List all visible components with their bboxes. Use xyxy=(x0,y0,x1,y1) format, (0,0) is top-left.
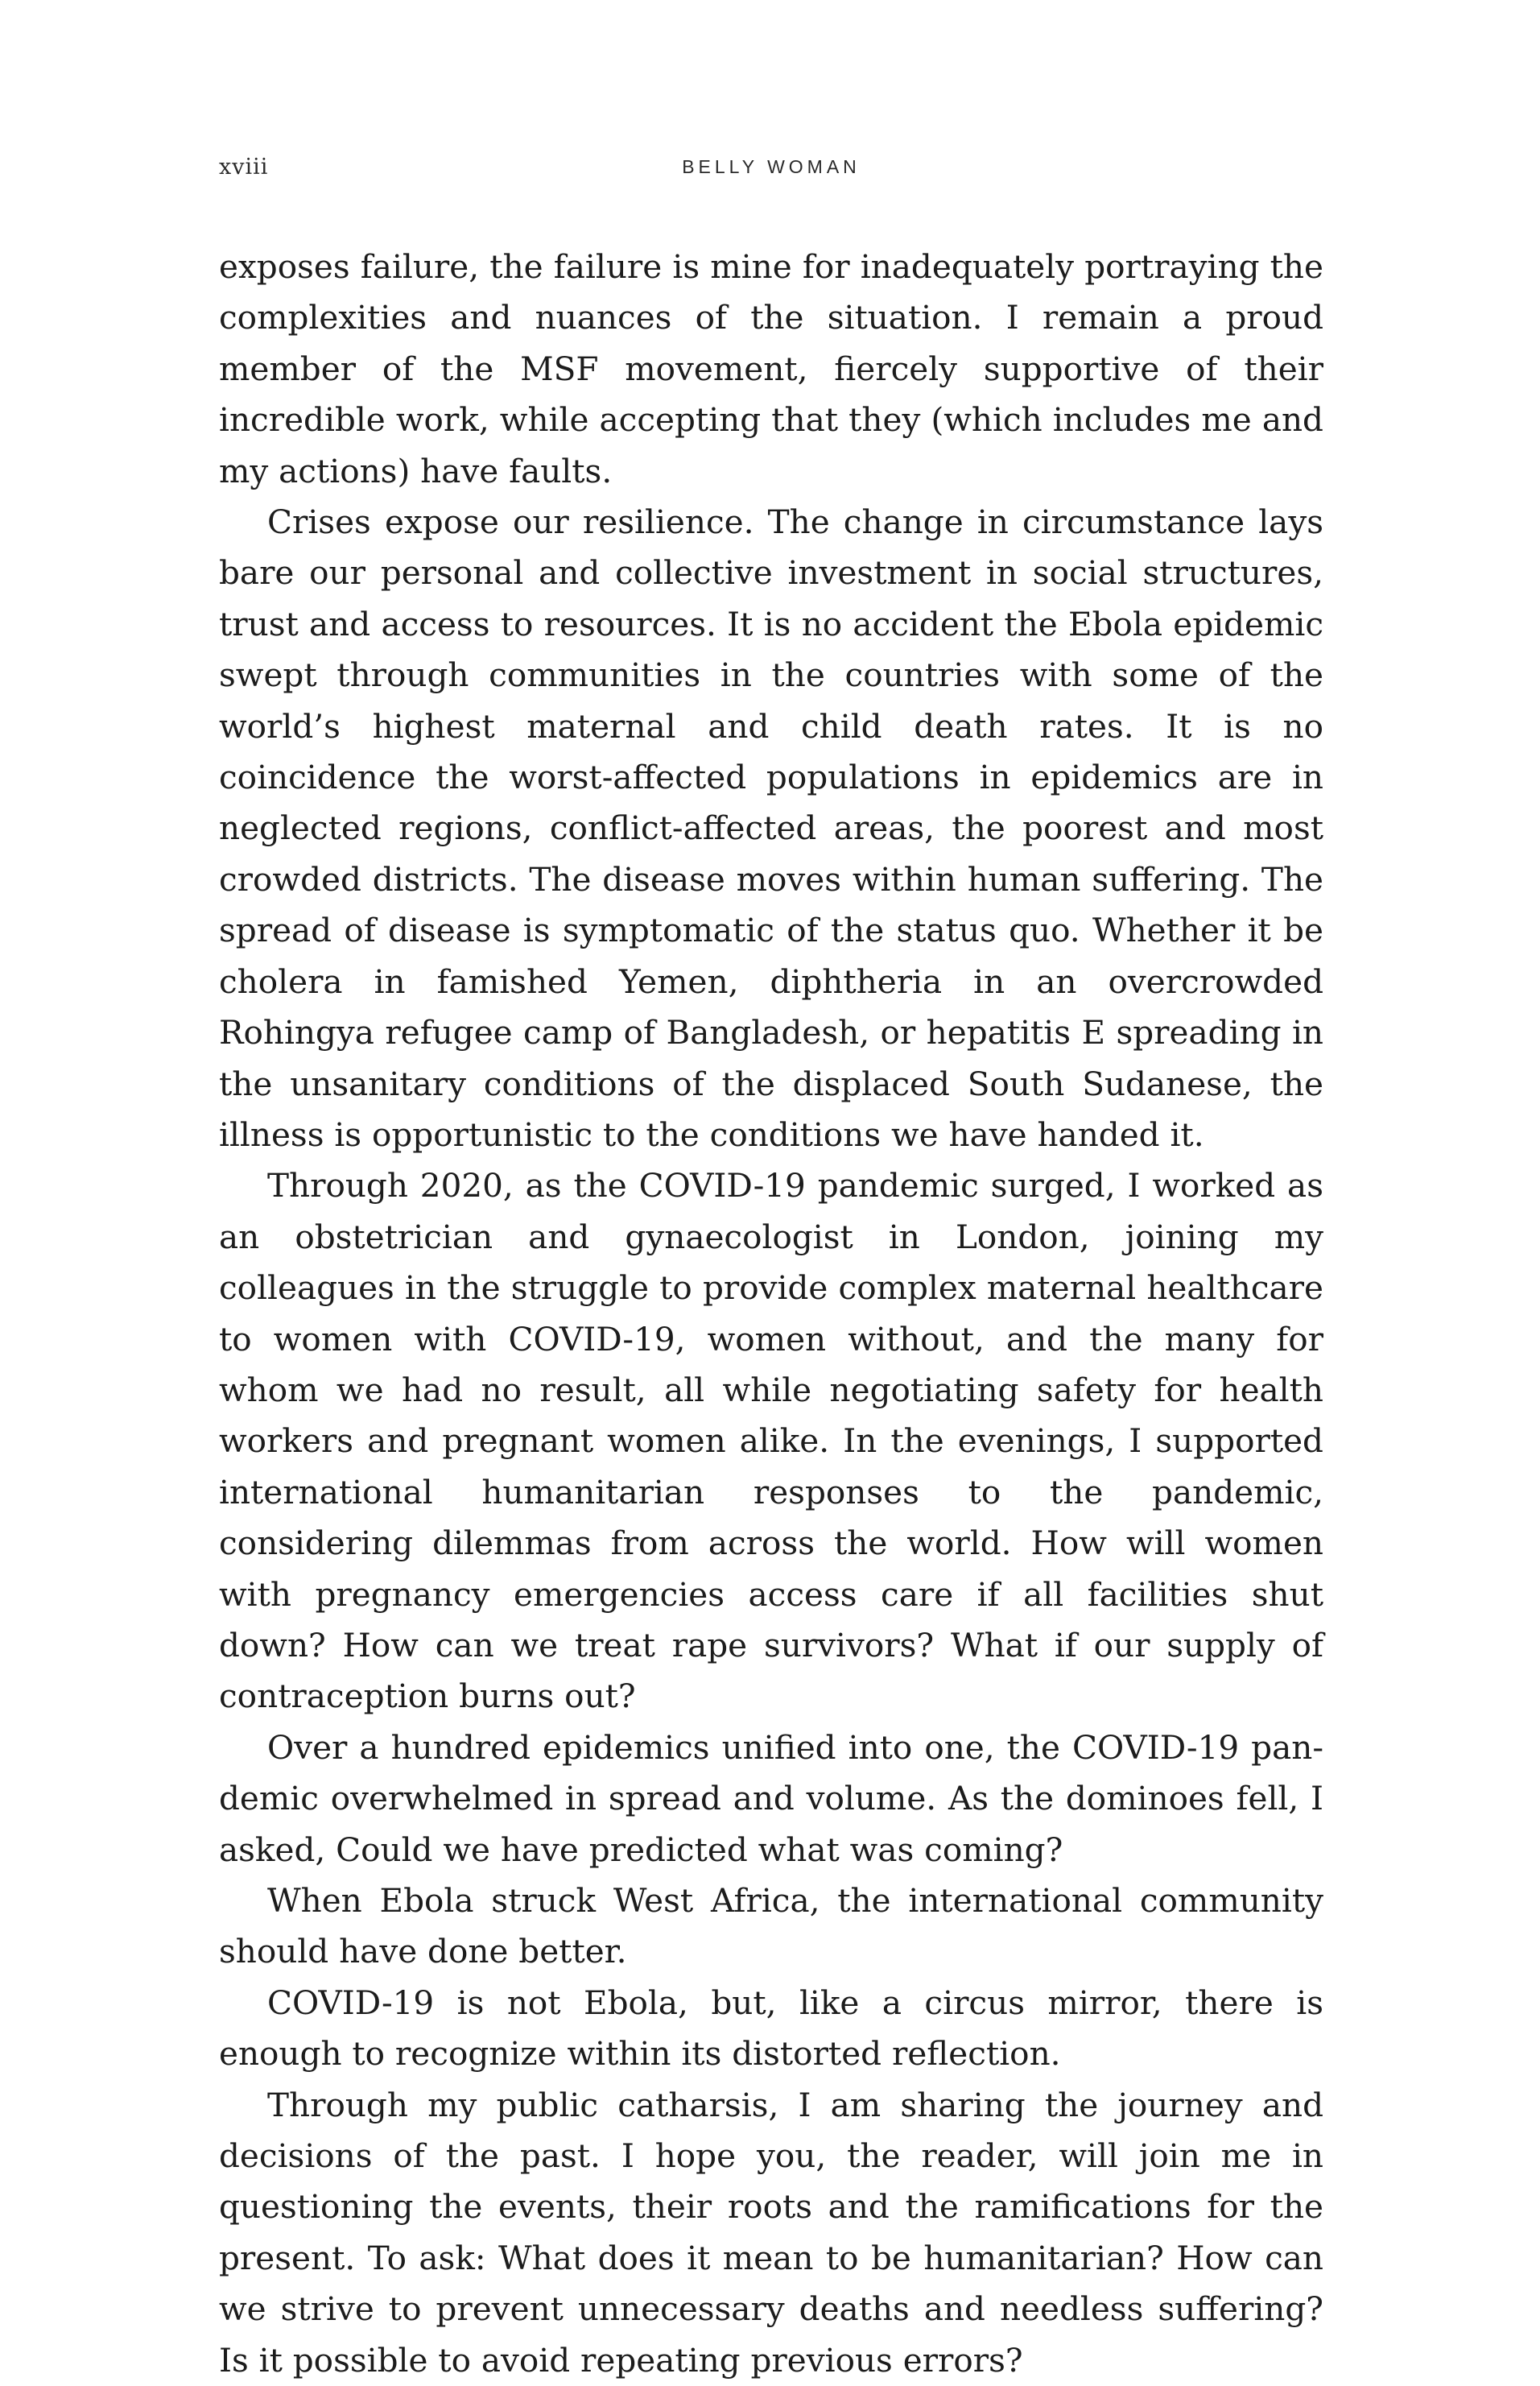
book-title: BELLY WOMAN xyxy=(682,156,861,177)
paragraph-continued: exposes failure, the failure is mine for inadequately portraying the complexities and nuances of the situation. I remain a proud member of the MSF movement, fiercely supportive of their incredible work, while accepting that they (which includes me and my actions) have faults. xyxy=(219,247,1323,490)
paragraph: Through 2020, as the COVID-19 pandemic surged, I worked as an obstetrician and gynaecologist in London, joining my colleagues in the struggle to provide complex maternal healthcare to women with COVID-19, women without, and the many for whom we had no result, all while negotiating safety for health workers and pregnant women alike. In the evenings, I supported international humanitarian responses to the pandemic, considering dilemmas from across the world. How will women with pregnancy emergencies access care if all facilities shut down? How can we treat rape survivors? What if our supply of contraception burns out? xyxy=(219,1166,1323,1716)
book-page xyxy=(219,0,1323,2386)
paragraph: COVID-19 is not Ebola, but, like a circus mirror, there is enough to recognize within its distorted reflection. xyxy=(219,1983,1323,2074)
running-head xyxy=(219,155,1323,203)
paragraph: Crises expose our resilience. The change in circumstance lays bare our personal and collective investment in social structures, trust and access to resources. It is no accident the Ebola epidemic swept through communities in the countries with some of the world’s highest maternal and child death rates. It is no coincidence the worst-affected populations in epidemics are in neglected regions, conflict-affected areas, the poorest and most crowded districts. The disease moves within human suffering. The spread of disease is symptomatic of the status quo. Whether it be cholera in famished Yemen, diphtheria in an overcrowded Rohingya refugee camp of Bangladesh, or hepatitis E spreading in the unsanitary conditions of the displaced South Sudanese, the illness is opportunistic to the conditions we have handed it. xyxy=(219,502,1323,1154)
paragraph: When Ebola struck West Africa, the international community should have done better. xyxy=(219,1881,1323,1971)
paragraph: Over a hundred epidemics unified into one, the COVID-19 pandemic overwhelmed in spread and volume. As the dominoes fell, I asked, Could we have predicted what was coming? xyxy=(219,1727,1323,1869)
page-number: xviii xyxy=(219,155,269,180)
body-text xyxy=(219,242,1323,2386)
paragraph: Through my public catharsis, I am sharing the journey and decisions of the past. I hope you, the reader, will join me in questioning the events, their roots and the ramifications for the present. To ask: What does it mean to be humanitarian? How can we strive to prevent unnecessary deaths and needless suffering? Is it possible to avoid repeating previous errors? xyxy=(219,2085,1323,2380)
